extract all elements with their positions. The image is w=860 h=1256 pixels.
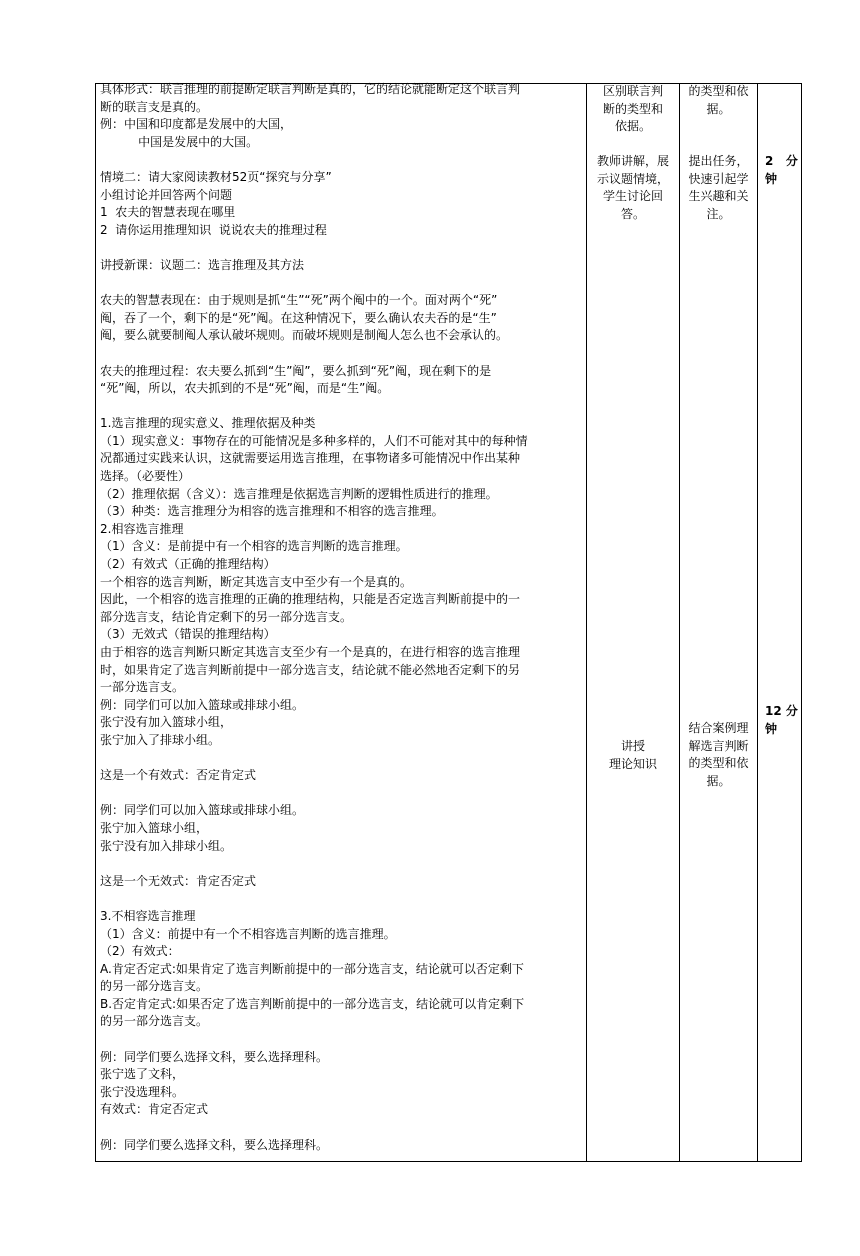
column-divider-2 [679,83,680,1162]
content-line: 例：同学们可以加入篮球或排球小组。 [100,697,305,712]
content-line: 具体形式：联言推理的前提断定联言判断是真的，它的结论就能断定这个联言判 [100,82,521,96]
content-line: 例：同学们可以加入篮球或排球小组。 [100,803,305,818]
cell-text-line: 钟 [765,171,778,186]
column-divider-3 [757,83,758,1162]
content-line: 例：同学们要么选择文科，要么选择理科。 [100,1049,329,1064]
content-line: 的另一部分选言支。 [100,979,209,994]
content-line: 农夫的智慧表现在：由于规则是抓“生”“死”两个阄中的一个。面对两个“死” [100,293,498,308]
blank-line [100,275,585,293]
activity-cell-2 [587,153,679,223]
content-line: 张宁没有加入排球小组。 [100,838,233,853]
content-line: 的另一部分选言支。 [100,1014,209,1029]
cell-text-line: 钟 [765,721,778,736]
activity-cell-3 [587,738,679,773]
cell-text-line: 答。 [620,206,645,221]
cell-text-line: 断的类型和 [602,101,663,116]
content-line: A.肯定否定式:如果肯定了选言判断前提中的一部分选言支，结论就可以否定剩下 [100,961,524,976]
blank-line [100,151,585,169]
cell-text-line: 学生讨论回 [602,189,663,204]
content-line: （2）推理依据（含义）：选言推理是依据选言判断的逻辑性质进行的推理。 [100,486,498,501]
blank-line [100,398,585,416]
teaching-content-column [100,81,585,1154]
cell-text-line: 据。 [706,773,731,788]
content-line: 有效式：肯定否定式 [100,1102,209,1117]
cell-text-line: 提出任务， [688,154,749,168]
purpose-cell-3 [680,720,757,790]
cell-text-line: 2 分 [765,154,798,168]
content-line: 农夫的推理过程：农夫要么抓到“生”阄”，要么抓到“死”阄，现在剩下的是 [100,363,492,378]
content-line: 例：中国和印度都是发展中的大国， [100,117,293,132]
cell-text-line: 解选言判断 [688,738,749,753]
content-line: 因此，一个相容的选言推理的正确的推理结构，只能是否定选言判断前提中的一 [100,592,521,607]
content-line: B.否定肯定式:如果否定了选言判断前提中的一部分选言支，结论就可以肯定剩下 [100,996,525,1011]
content-line: 一部分选言支。 [100,680,185,695]
blank-line [100,750,585,768]
content-line: （1）现实意义：事物存在的可能情况是多种多样的，人们不可能对其中的每种情 [100,433,528,448]
cell-text-line: 12 分 [765,704,798,718]
cell-text-line: 区别联言判 [602,84,663,98]
content-line: 张宁选了文科， [100,1067,185,1082]
cell-text-line: 注。 [706,206,731,221]
blank-line [100,1031,585,1049]
content-line: 阄，吞了一个，剩下的是“死”阄。在这种情况下，要么确认农夫吞的是“生” [100,310,497,325]
content-line: 中国是发展中的大国。 [100,134,259,149]
content-line: 1 农夫的智慧表现在哪里 [100,205,236,220]
column-divider-1 [586,83,587,1162]
cell-text-line: 快速引起学 [688,171,749,186]
purpose-cell-1 [680,83,757,118]
cell-text-line: 的类型和依 [688,756,749,771]
content-line: 讲授新课：议题二：选言推理及其方法 [100,257,305,272]
content-line: 阄，要么就要制阄人承认破坏规则。而破坏规则是制阄人怎么也不会承认的。 [100,328,509,343]
time-cell-1 [765,153,801,188]
cell-text-line: 的类型和依 [688,84,749,98]
content-line: 这是一个有效式：否定肯定式 [100,768,257,783]
content-line: 1.选言推理的现实意义、推理依据及种类 [100,416,316,431]
content-line: 选择。（必要性） [100,469,191,484]
table-border-right [801,83,802,1162]
lesson-plan-table [95,83,802,1162]
content-line: 由于相容的选言判断只断定其选言支至少有一个是真的，在进行相容的选言推理 [100,645,521,659]
content-line: 情境二：请大家阅读教材52页“探究与分享” [100,169,332,184]
blank-line [100,890,585,908]
cell-text-line: 结合案例理 [688,721,749,735]
blank-line [100,345,585,363]
content-line: （3）无效式（错误的推理结构） [100,627,276,642]
table-border-bottom [95,1161,802,1162]
cell-text-line: 讲授 [620,739,645,753]
content-line: 况都通过实践来认识，这就需要运用选言推理，在事物诸多可能情况中作出某种 [100,451,521,466]
cell-text-line: 依据。 [614,119,651,134]
cell-text-line: 据。 [706,101,731,116]
content-line: 这是一个无效式：肯定否定式 [100,873,257,888]
content-line: 时，如果肯定了选言判断前提中一部分选言支，结论就不能必然地否定剩下的另 [100,662,521,677]
content-line: 部分选言支，结论肯定剩下的另一部分选言支。 [100,609,353,624]
content-line: 小组讨论并回答两个问题 [100,187,233,202]
purpose-cell-2 [680,153,757,223]
activity-cell-1 [587,83,679,136]
content-line: 一个相容的选言判断，断定其选言支中至少有一个是真的。 [100,574,413,589]
time-cell-2 [765,703,801,738]
content-line: 断的联言支是真的。 [100,99,209,114]
content-line: （1）含义：前提中有一个不相容选言判断的选言推理。 [100,926,396,941]
content-line: （2）有效式（正确的推理结构） [100,557,276,572]
content-line: （3）种类：选言推理分为相容的选言推理和不相容的选言推理。 [100,504,444,519]
content-line: （1）含义：是前提中有一个相容的选言判断的选言推理。 [100,539,408,554]
content-line: 2 请你运用推理知识 说说农夫的推理过程 [100,222,327,237]
blank-line [100,855,585,873]
blank-line [100,1119,585,1137]
table-border-left [95,83,96,1162]
cell-text-line: 理论知识 [608,756,657,771]
content-line: 张宁加入篮球小组， [100,820,209,835]
blank-line [100,239,585,257]
content-line: 张宁没有加入篮球小组， [100,715,233,730]
content-line: 例：同学们要么选择文科，要么选择理科。 [100,1137,329,1152]
content-line: “死”阄，所以，农夫抓到的不是“死”阄，而是“生”阄。 [100,381,390,396]
content-line: （2）有效式： [100,944,180,959]
content-line: 2.相容选言推理 [100,521,184,536]
blank-line [100,785,585,803]
cell-text-line: 示议题情境， [596,171,669,186]
cell-text-line: 教师讲解，展 [596,154,669,168]
cell-text-line: 生兴趣和关 [688,189,749,204]
content-line: 张宁加入了排球小组。 [100,732,221,747]
content-line: 张宁没选理科。 [100,1084,185,1099]
content-line: 3.不相容选言推理 [100,908,196,923]
